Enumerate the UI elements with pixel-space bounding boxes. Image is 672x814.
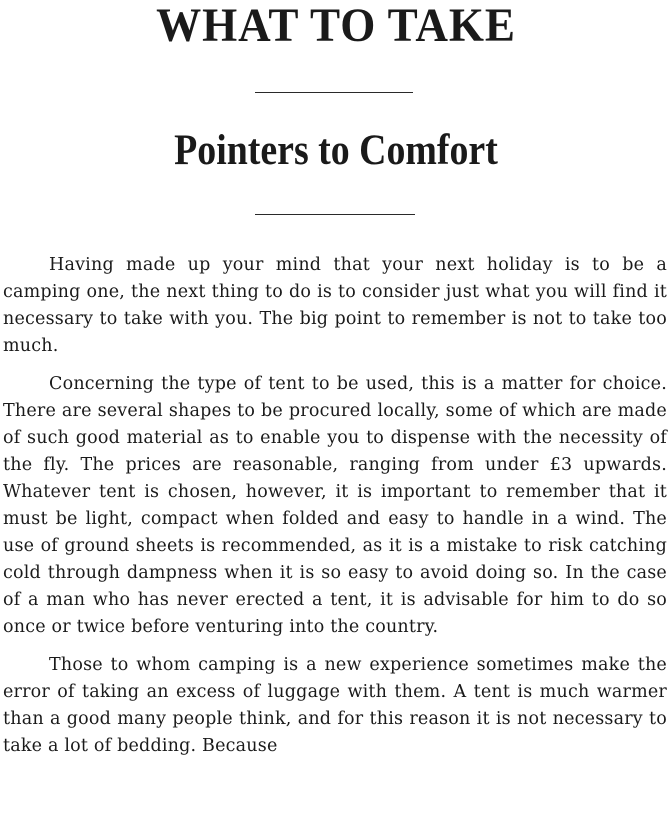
paragraph-2: Concerning the type of tent to be used, this is a matter for choice. There are several shapes to be procured locally, some of which are made of such good material as to enable you to dispense with the necessity of the fly. The prices are reasonable, ranging from under £3 upwards. Whatever tent is chosen, however, it is important to remember that it must be light, compact when folded and easy to handle in a wind. The use of ground sheets is recommended, as it is a mistake to risk catching cold through dampness when it is so easy to avoid doing so. In the case of a man who has never erected a tent, it is advisable for him to do so once or twice before venturing into the country. <box>3 374 667 637</box>
title-divider <box>255 92 413 93</box>
paragraph-1: Having made up your mind that your next holiday is to be a camping one, the next thing to do is to consider just what you will find it necessary to take with you. The big point to remember is not to take too much. <box>3 255 667 356</box>
paragraph-3: Those to whom camping is a new experience sometimes make the error of taking an excess of luggage with them. A tent is much warmer than a good many people think, and for this reason it is not necessary to take a lot of bedding. Because <box>3 655 667 756</box>
page-title: WHAT TO TAKE <box>156 0 516 52</box>
page-subtitle: Pointers to Comfort <box>174 127 498 174</box>
article-body <box>3 252 667 771</box>
subtitle-divider <box>255 214 415 215</box>
